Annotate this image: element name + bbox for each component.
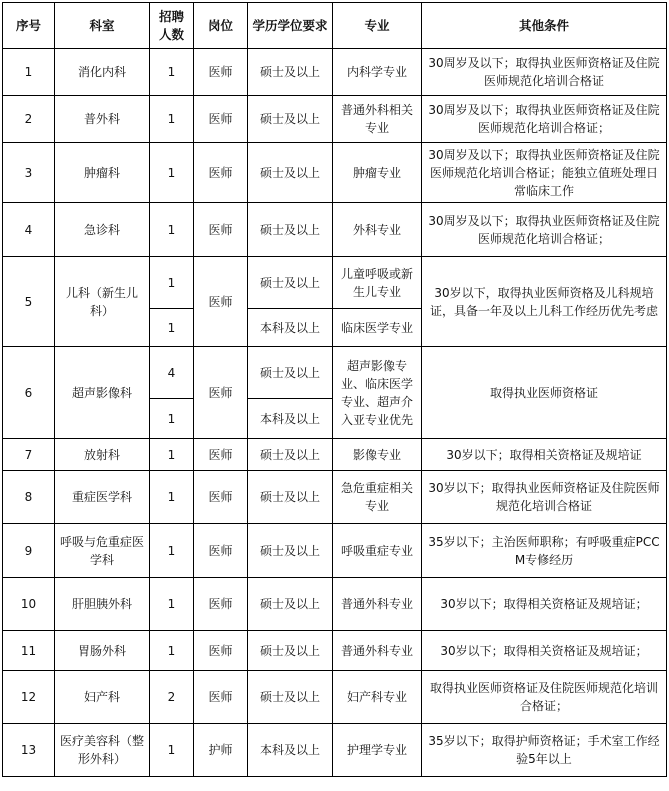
cell-edu: 硕士及以上 <box>248 257 333 309</box>
cell-major: 临床医学专业 <box>333 309 422 347</box>
cell-other: 30周岁及以下；取得执业医师资格证及住院医师规范化培训合格证； <box>422 203 667 257</box>
cell-post: 医师 <box>194 524 248 578</box>
cell-other: 30岁以下；取得执业医师资格证及住院医师规范化培训合格证 <box>422 471 667 524</box>
cell-major: 急危重症相关专业 <box>333 471 422 524</box>
cell-post: 医师 <box>194 671 248 724</box>
table-row <box>3 439 667 471</box>
cell-dept: 医疗美容科（整形外科） <box>55 724 150 777</box>
cell-major: 内科学专业 <box>333 49 422 96</box>
cell-other: 30岁以下；取得相关资格证及规培证； <box>422 631 667 671</box>
cell-major: 呼吸重症专业 <box>333 524 422 578</box>
cell-dept: 肝胆胰外科 <box>55 578 150 631</box>
cell-post: 医师 <box>194 347 248 439</box>
cell-post: 医师 <box>194 49 248 96</box>
table-row <box>3 257 667 309</box>
cell-post: 医师 <box>194 631 248 671</box>
cell-edu: 硕士及以上 <box>248 631 333 671</box>
cell-no: 5 <box>3 257 55 347</box>
cell-no: 9 <box>3 524 55 578</box>
cell-edu: 硕士及以上 <box>248 439 333 471</box>
cell-no: 8 <box>3 471 55 524</box>
cell-dept: 放射科 <box>55 439 150 471</box>
cell-edu: 硕士及以上 <box>248 471 333 524</box>
cell-dept: 肿瘤科 <box>55 143 150 203</box>
cell-no: 4 <box>3 203 55 257</box>
cell-other: 30周岁及以下；取得执业医师资格证及住院医师规范化培训合格证；能独立值班处理日常临床工作 <box>422 143 667 203</box>
cell-count: 1 <box>150 471 194 524</box>
cell-no: 2 <box>3 96 55 143</box>
cell-count: 1 <box>150 631 194 671</box>
cell-no: 10 <box>3 578 55 631</box>
table-row <box>3 203 667 257</box>
header-dept: 科室 <box>55 3 150 49</box>
cell-dept: 消化内科 <box>55 49 150 96</box>
cell-count: 2 <box>150 671 194 724</box>
cell-no: 1 <box>3 49 55 96</box>
cell-no: 11 <box>3 631 55 671</box>
table-row <box>3 578 667 631</box>
header-edu: 学历学位要求 <box>248 3 333 49</box>
cell-dept: 胃肠外科 <box>55 631 150 671</box>
cell-edu: 硕士及以上 <box>248 143 333 203</box>
cell-other: 30周岁及以下；取得执业医师资格证及住院医师规范化培训合格证 <box>422 49 667 96</box>
header-post: 岗位 <box>194 3 248 49</box>
header-no: 序号 <box>3 3 55 49</box>
cell-other: 35岁以下；取得护师资格证；手术室工作经验5年以上 <box>422 724 667 777</box>
cell-dept: 超声影像科 <box>55 347 150 439</box>
cell-count: 1 <box>150 143 194 203</box>
cell-other: 取得执业医师资格证及住院医师规范化培训合格证； <box>422 671 667 724</box>
cell-major: 外科专业 <box>333 203 422 257</box>
cell-other: 35岁以下；主治医师职称；有呼吸重症PCCM专修经历 <box>422 524 667 578</box>
cell-no: 7 <box>3 439 55 471</box>
table-row <box>3 671 667 724</box>
cell-major: 肿瘤专业 <box>333 143 422 203</box>
table-row <box>3 143 667 203</box>
cell-post: 医师 <box>194 143 248 203</box>
cell-count: 1 <box>150 96 194 143</box>
cell-post: 护师 <box>194 724 248 777</box>
cell-major: 影像专业 <box>333 439 422 471</box>
cell-no: 6 <box>3 347 55 439</box>
cell-post: 医师 <box>194 96 248 143</box>
cell-count: 1 <box>150 724 194 777</box>
cell-count: 1 <box>150 49 194 96</box>
cell-major: 普通外科相关专业 <box>333 96 422 143</box>
header-count: 招聘人数 <box>150 3 194 49</box>
cell-edu: 硕士及以上 <box>248 96 333 143</box>
cell-dept: 儿科（新生儿科） <box>55 257 150 347</box>
cell-edu: 本科及以上 <box>248 309 333 347</box>
cell-major: 普通外科专业 <box>333 631 422 671</box>
cell-post: 医师 <box>194 471 248 524</box>
cell-edu: 硕士及以上 <box>248 49 333 96</box>
cell-count: 1 <box>150 399 194 439</box>
header-major: 专业 <box>333 3 422 49</box>
cell-dept: 普外科 <box>55 96 150 143</box>
cell-other: 30岁以下，取得执业医师资格及儿科规培证，具备一年及以上儿科工作经历优先考虑 <box>422 257 667 347</box>
cell-count: 1 <box>150 257 194 309</box>
cell-count: 1 <box>150 203 194 257</box>
cell-other: 30岁以下；取得相关资格证及规培证； <box>422 578 667 631</box>
cell-dept: 呼吸与危重症医学科 <box>55 524 150 578</box>
header-other: 其他条件 <box>422 3 667 49</box>
cell-major: 妇产科专业 <box>333 671 422 724</box>
cell-count: 1 <box>150 524 194 578</box>
cell-major: 儿童呼吸或新生儿专业 <box>333 257 422 309</box>
table-row <box>3 347 667 399</box>
header-row <box>3 3 667 49</box>
cell-count: 4 <box>150 347 194 399</box>
cell-other: 30周岁及以下；取得执业医师资格证及住院医师规范化培训合格证； <box>422 96 667 143</box>
cell-post: 医师 <box>194 439 248 471</box>
cell-post: 医师 <box>194 257 248 347</box>
cell-other: 取得执业医师资格证 <box>422 347 667 439</box>
cell-post: 医师 <box>194 578 248 631</box>
cell-no: 13 <box>3 724 55 777</box>
cell-edu: 硕士及以上 <box>248 578 333 631</box>
cell-no: 3 <box>3 143 55 203</box>
table-row <box>3 724 667 777</box>
table-row <box>3 524 667 578</box>
cell-edu: 硕士及以上 <box>248 203 333 257</box>
cell-edu: 本科及以上 <box>248 724 333 777</box>
table-row <box>3 471 667 524</box>
cell-major: 普通外科专业 <box>333 578 422 631</box>
cell-post: 医师 <box>194 203 248 257</box>
cell-dept: 重症医学科 <box>55 471 150 524</box>
cell-major: 护理学专业 <box>333 724 422 777</box>
cell-count: 1 <box>150 439 194 471</box>
recruitment-table <box>2 2 667 777</box>
cell-major: 超声影像专业、临床医学专业、超声介入亚专业优先 <box>333 347 422 439</box>
cell-edu: 硕士及以上 <box>248 671 333 724</box>
cell-edu: 硕士及以上 <box>248 524 333 578</box>
cell-count: 1 <box>150 578 194 631</box>
cell-no: 12 <box>3 671 55 724</box>
cell-other: 30岁以下；取得相关资格证及规培证 <box>422 439 667 471</box>
table-row <box>3 96 667 143</box>
table-row <box>3 631 667 671</box>
cell-dept: 急诊科 <box>55 203 150 257</box>
cell-edu: 硕士及以上 <box>248 347 333 399</box>
cell-edu: 本科及以上 <box>248 399 333 439</box>
cell-dept: 妇产科 <box>55 671 150 724</box>
cell-count: 1 <box>150 309 194 347</box>
table-row <box>3 49 667 96</box>
